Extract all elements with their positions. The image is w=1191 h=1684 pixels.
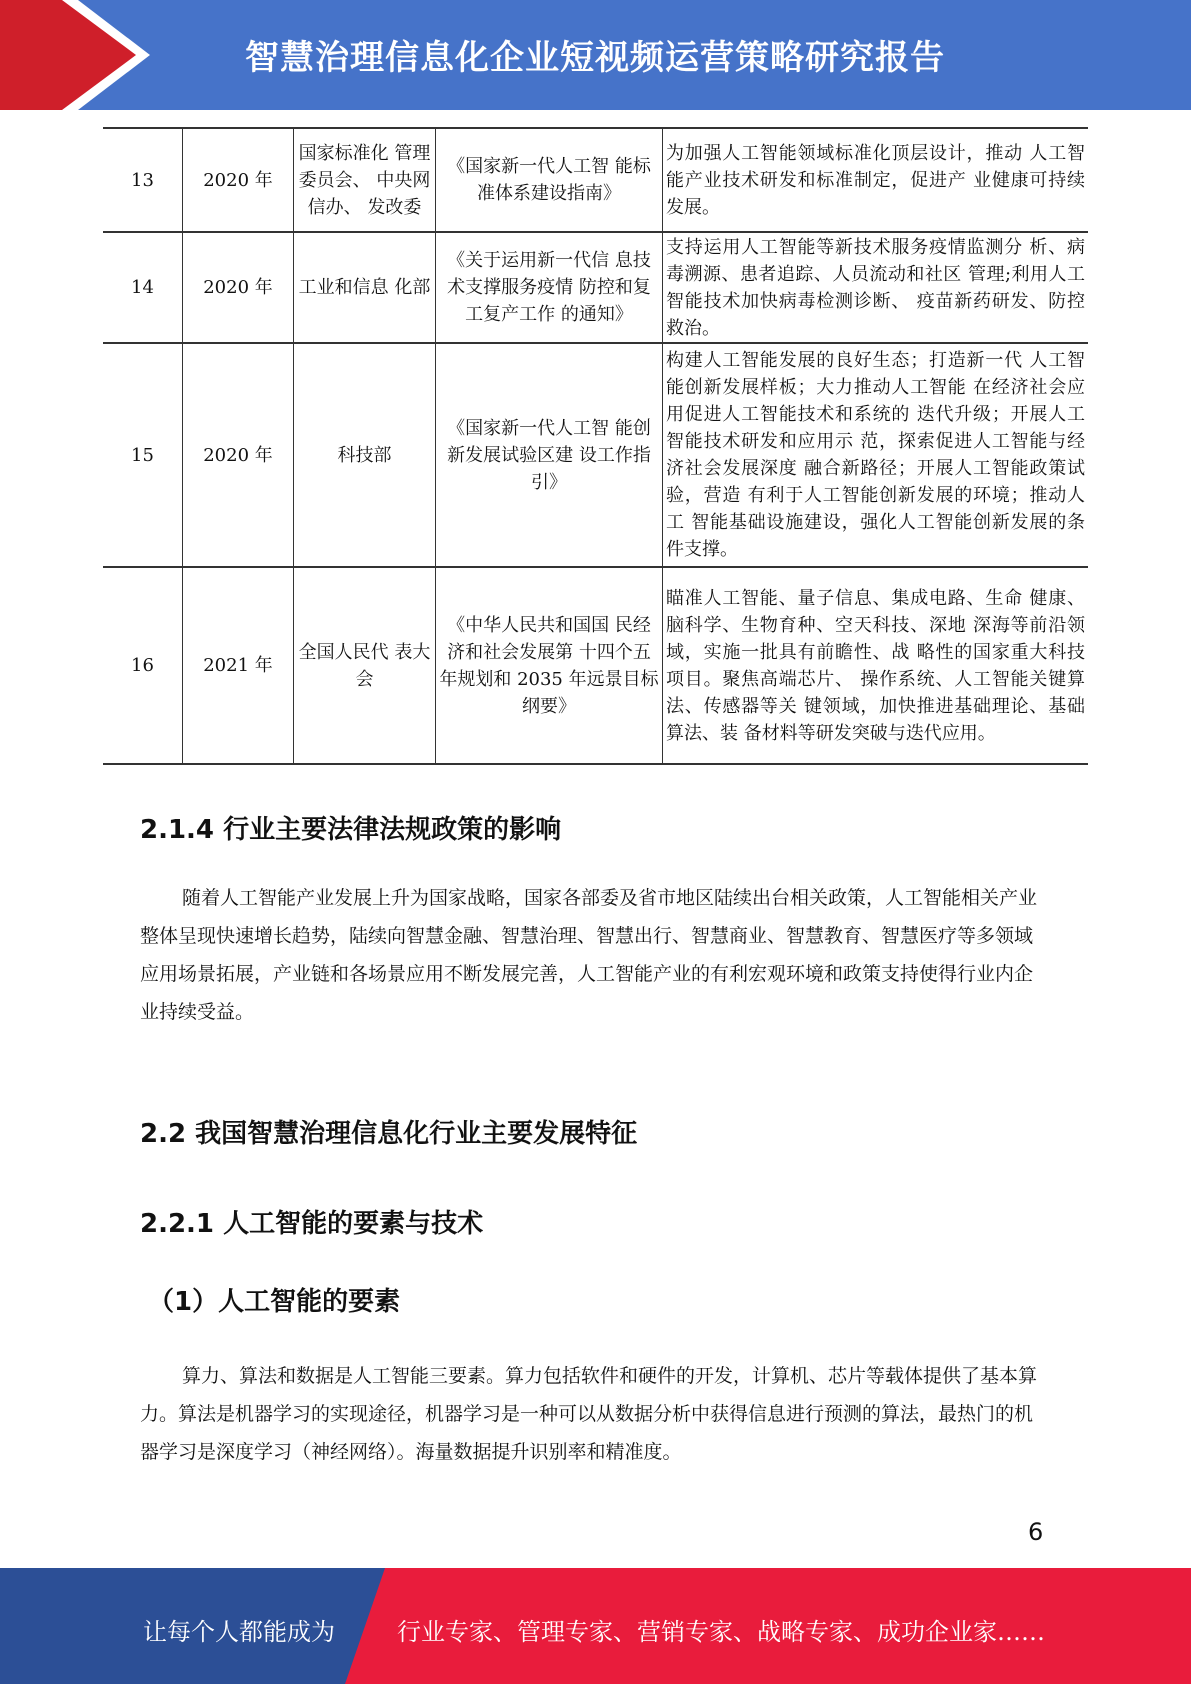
cell-content: 构建人工智能发展的良好生态；打造新一代 人工智能创新发展样板；大力推动人工智能 在经济社会应用促进人工智能技术和系统的 迭代升级；开展人工智能技术研发和应用示 范，探索促进人工智能与经济社会发展深度 融合新路径；开展人工智能政策试验，营造 有利于人工智能创新发展的环境；推动人工 智能基础设施建设，强化人工智能创新发展的条件支撑。 <box>663 343 1089 567</box>
cell-content: 瞄准人工智能、量子信息、集成电路、生命 健康、脑科学、生物育种、空天科技、深地 深海等前沿领域，实施一批具有前瞻性、战 略性的国家重大科技项目。聚焦高端芯片、 操作系统、人工智能关键算法、传感器等关 键领域，加快推进基础理论、基础算法、装 备材料等研发突破与迭代应用。 <box>663 567 1089 764</box>
cell-document: 《国家新一代人工智 能创新发展试验区建 设工作指引》 <box>436 343 663 567</box>
footer-slogan-left: 让每个人都能成为 <box>143 1618 335 1646</box>
cell-document: 《国家新一代人工智 能标准体系建设指南》 <box>436 128 663 232</box>
cell-content: 支持运用人工智能等新技术服务疫情监测分 析、病毒溯源、患者追踪、人员流动和社区 管理;利用人工智能技术加快病毒检测诊断、 疫苗新药研发、防控救治。 <box>663 232 1089 343</box>
table-row <box>103 343 1088 567</box>
section-paragraph-2-1-4: 随着人工智能产业发展上升为国家战略，国家各部委及省市地区陆续出台相关政策，人工智能相关产业整体呈现快速增长趋势，陆续向智慧金融、智慧治理、智慧出行、智慧商业、智慧教育、智慧医疗等多领域应用场景拓展，产业链和各场景应用不断发展完善，人工智能产业的有利宏观环境和政策支持使得行业内企业持续受益。 <box>140 887 1038 1023</box>
cell-number: 13 <box>103 128 183 232</box>
cell-department: 科技部 <box>294 343 436 567</box>
report-title: 智慧治理信息化企业短视频运营策略研究报告 <box>245 38 945 78</box>
table-row <box>103 232 1088 343</box>
chevron-arrow-icon <box>0 0 136 110</box>
subsection-paragraph-elements: 算力、算法和数据是人工智能三要素。算力包括软件和硬件的开发，计算机、芯片等载体提供了基本算力。算法是机器学习的实现途径，机器学习是一种可以从数据分析中获得信息进行预测的算法，最热门的机器学习是深度学习（神经网络）。海量数据提升识别率和精准度。 <box>140 1365 1038 1463</box>
table-row <box>103 128 1088 232</box>
subsection-heading-elements: （1）人工智能的要素 <box>148 1287 401 1317</box>
cell-number: 15 <box>103 343 183 567</box>
cell-department: 全国人民代 表大会 <box>294 567 436 764</box>
cell-year: 2020 年 <box>183 232 294 343</box>
cell-number: 16 <box>103 567 183 764</box>
cell-number: 14 <box>103 232 183 343</box>
table-row <box>103 567 1088 764</box>
cell-document: 《关于运用新一代信 息技术支撑服务疫情 防控和复工复产工作 的通知》 <box>436 232 663 343</box>
page-number: 6 <box>1028 1518 1044 1546</box>
cell-document: 《中华人民共和国国 民经济和社会发展第 十四个五年规划和 2035 年远景目标纲要》 <box>436 567 663 764</box>
page-header <box>0 0 1191 110</box>
policy-table <box>103 127 1088 765</box>
page-footer <box>0 1568 1191 1684</box>
section-heading-2-2: 2.2 我国智慧治理信息化行业主要发展特征 <box>140 1119 638 1149</box>
cell-department: 国家标准化 管理委员会、 中央网信办、 发改委 <box>294 128 436 232</box>
section-heading-2-2-1: 2.2.1 人工智能的要素与技术 <box>140 1209 484 1239</box>
cell-department: 工业和信息 化部 <box>294 232 436 343</box>
cell-year: 2021 年 <box>183 567 294 764</box>
cell-year: 2020 年 <box>183 128 294 232</box>
footer-slogan-right: 行业专家、管理专家、营销专家、战略专家、成功企业家…… <box>397 1618 1045 1646</box>
cell-content: 为加强人工智能领域标准化顶层设计，推动 人工智能产业技术研发和标准制定，促进产 业健康可持续发展。 <box>663 128 1089 232</box>
cell-year: 2020 年 <box>183 343 294 567</box>
section-heading-2-1-4: 2.1.4 行业主要法律法规政策的影响 <box>140 815 562 845</box>
